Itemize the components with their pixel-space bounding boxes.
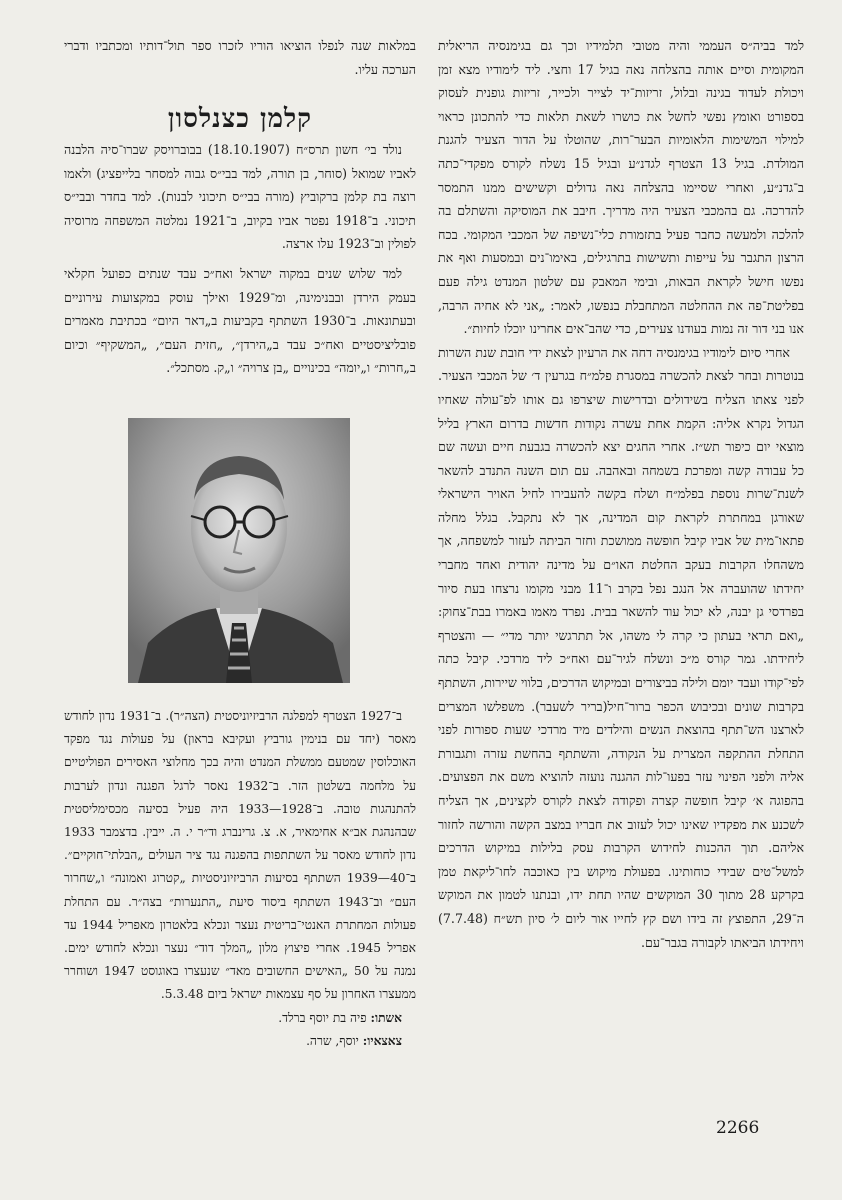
children-value: יוסף, שרה. (306, 1033, 359, 1048)
paragraph: ב־1927 הצטרף למפלגה הרביזיוניסטית (הצה״ר). ב־1931 נדון לחודש מאסר (יחד עם בנימין גורביץ ועקיבא בראון) על פעולות נגד מפקד האוכלוסין שמטעם ממשלת המנדט והיה בכך מחלוצי האסירים הפוליטיים על מלחמה בשלטון הזר. ב־1932 נאסר לרגל הפגנה ונדון לערבות להתנהגות טובה. ב־1928—1933 היה פעיל בסיעה מכסימליסטית שבהנהגת אב״א אחימאיר, א. צ. גרינברג וד״ר י. ה. ייבין. בדצמבר 1933 נדון לחודש מאסר על השתתפות בהפגנה נגד ציר העולים „הבלתי־חוקיים״. ב־40—1939 השתתף בסיעות הרביזיוניסטיות „קטרוג ואמונה״ ו„שחרור העם״ וב־1943 השתתף ביסוד סיעת „התנערות״ בצה״ר. עם התחלת פעולות המחתרת האנטי־בריטית נעצר ונכלא בלאטרון מאפריל 1944 עד אפריל 1945. אחרי פיצוץ מלון „המלך דוד״ נעצר ונכלא לחודש ימים. נמנה על 50 „האישים החשובים מאד״ שנעצרו באוגוסט 1947 ושוחרר ממעצרו האחרון על סף עצמאות ישראל ביום 5.3.48. (64, 709, 417, 1002)
left-column-top (64, 34, 416, 81)
intro-paragraph: במלאות שנה לנפלו הוציאו הוריו לזכרו ספר תול־דותיו ומכתביו ודברי הערכה עליו. (64, 38, 416, 77)
wife-value: פיה בת יוסף ברלד. (278, 1010, 367, 1025)
left-column-bio (64, 138, 416, 380)
paragraph: למד שלוש שנים במקוה ישראל ואח״כ עבד שנתים כפועל חקלאי בעמק הירדן ובבנימינה, ומ־1929 ואילך עוסק במקצועות עירוניים ובעתונאות. ב־1930 השתתף בקביעות ב„דאר היום״ בכתיבת מאמרים פובליציסטיים ואח״כ עבד ב„הירדן״, „חזית העם״, „המשקיף״ וכיום ב„חרות״ ו„יומה״ בכינויים „בן צרויה״ ו„ק. מסתכל״. (64, 265, 416, 376)
wife-line (64, 1007, 416, 1030)
paragraph: אחרי סיום לימודיו בגימנסיה דחה את הרעיון לצאת ידי חובת שנת השרות בנוטרות ובחר לצאת להכשרה במסגרת פלמ״ח בגרעין ד׳ של המכבי הצעיר. לפני צאתו הצליח בשידולים ובדרישות שיצרפו גם אותו לפ־עולה שאחיו הגדול נקרא אליה: הקמת אחת עשרה נקודות חדשות בדרום הארץ בליל מוצאי יום כיפור תש״ז. אחרי החגים יצא להכשרה בגבעת חיים ועשה שם כל עבודה קשה ומפרכת בשמחה ובאהבה. עם תום השנה התנדב להשאר לשנת־שרות נוספת בפלמ״ח ושלח בקשה להעבירו לחיל האויר הישראלי שאורגן במחתרת לקראת קום המדינה, אך לא נתקבל. בגלל מחלה פתאו־מית של אביו קיבל חופשה ממושכת וחזר הביתה לעזור למשפחה, אך משהחלו הקרבות בעקב החלטת האו״ם על מדינה יהודית ואחד מחברי יחידתו שהועברה אל הנגב נפל בקרב ו־11 מבני מקומו נרצחו בעת סיור בפרדסי גן יבנה, לא יכול עוד להשאר בבית. נפרד מאמו באמרו בבת־צחוק: „ואם תראי בעתון כי קרה לי משהו, אל תתרגשי יותר מדי״ — והצטרף ליחידתו. גמר קורס מ״כ ונשלח לגיר־עם ואח״כ ליד מרדכי. קיבל כתה לפי־קודו ועבד יומם ולילה בביצורים ובמיקוש הדרכים, בלווי שיירות, השתתף בקרבות שונים ובכיבוש הכפר ברור־חיל(בריר לשעבר). משפלשו המצרים לארצנו הש־תתף בהוצאת הנשים והילדים מיד מרדכי שעות ספורות לפני התחלת ההתקפה המצרית על הנקודה, והשתתף בהחשת עזרה ותגבורת אליה ולפני הפינוי עזר בפעו־לות ההגנה נועזה להוציא משם את הפצועים. בהפוגה א׳ קיבל חופשה קצרה ופקודה לצאת לקורס לקצינים, אך הצליח לשכנע את מפקדיו שאינו יכול לעזוב את חבריו במצב הקשה והורשה לחזור אליהם. תוך ההכנות לחידוש הקרבות עסק בלילות במיקוש הדרכים למשל־טים שבידי כוחותינו. בפעולת מיקוש בין כאוכבה לחו־ליקאת טמן בקרקע 28 מתוך 30 המוקשים שהיו תחת ידו, ובנתנו לטמון את המוקש ה־29, התפוצץ זה בידו ושם קץ לחייו אור ליום ל׳ סיון תש״ח (7.7.48) ויחידתו הביאתו לקבורה בגבר־עם. (438, 344, 804, 950)
paragraph: נולד בי׳ חשון תרס״ח (18.10.1907) בבוברויסק שברו־סיה הלבנה לאביו שמואל (סוחר, בן תורה, למד בבי״ס גבוה למסחר בלייפציג) ולאמו רוצה בת קלמן ברקוביץ (מורה בבי״ס תיכוני לבנות). למד בחדר ובבי״ס תיכוני. ב־1918 נפטר אביו בקיוב, ב־1921 נמלטה המשפחה מרוסיה לפולין וב־1923 עלו ארצה. (64, 142, 416, 252)
paragraph: למד בביה״ס העממי והיה מטובי תלמידיו וכך גם בגימנסיה הריאלית המקומית וסיים אותה בהצלחה נאה בגיל 17 וחצי. ליד לימודיו מצא זמן ויכולת לעדוד בגינה ובלול, זריזות־יד לצייר ולכייר, זריזות גופנית לעסוק בספורט ואומץ נפשי לחשל את כושרו לשאת תלאות כדי להתכונן כראוי למילוי המשימות הלאומיות הבער־רות, שהוטלו על הדור הצעיר להגנת המולדת. בגיל 13 הצטרף לגדנ״ע ובגיל 15 נשלח לקורס מפקדי־כתה ב־גדנ״ע, ואחרי שסיימו בהצלחה נאה גדולים וקשישים ממנו התמסר להדרכה. גם בהמכבי הצעיר היה מדריך. חיבב את המוסיקה והשתלם בה להלכה ולמעשה כחבר פעיל בתזמורת כלי־נשיפה של המכבי המקומי. בכח הרצון התגבר על עייפות ותשישות בתרגילים, באימו־נים ובמסעות ואף את נפשו חישל לקראת הבאות, ובימי המאבק עם שלטון המנדט גילה פעם בפליטת־פה את ההחלטה המתחבלת בנפשו, לאמר: „אני לא אחיה הרבה, אנו בני דור זה נמות בעודנו צעירים, כדי שהב־אים אחרינו יוכלו לחיות״. (438, 38, 804, 337)
portrait-photo (128, 418, 350, 683)
children-line (64, 1030, 416, 1053)
wife-label: אשתו: (370, 1010, 402, 1025)
page-number: 2266 (716, 1118, 760, 1138)
right-column (438, 34, 804, 954)
biography-title: קלמן כצנלסון (167, 104, 313, 134)
children-label: צאצאיו: (362, 1033, 402, 1048)
left-column-bottom (64, 705, 416, 1053)
